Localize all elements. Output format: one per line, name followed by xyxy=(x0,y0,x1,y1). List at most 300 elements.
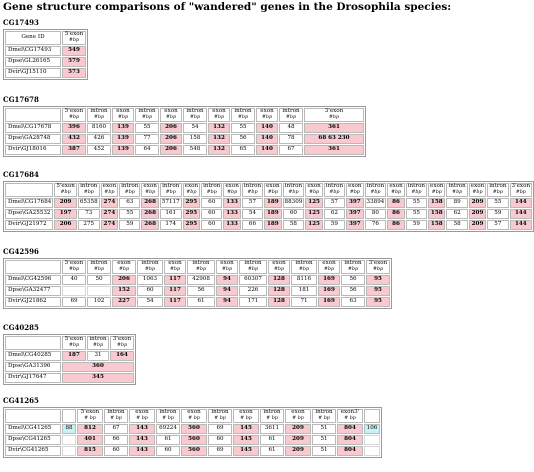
header-cell: intron #bp xyxy=(365,183,387,197)
gene-id-cell: Dmel\CG17493 xyxy=(5,46,61,56)
section-cg41265 xyxy=(3,397,382,458)
header-cell: intron #bp xyxy=(87,336,109,350)
value-cell: 268 xyxy=(141,220,158,230)
value-cell: 94 xyxy=(216,275,238,285)
value-cell: 71 xyxy=(291,297,317,307)
gene-id-cell: Dpse\GA31396 xyxy=(5,362,61,372)
header-cell xyxy=(5,336,61,350)
header-cell: intron #bp xyxy=(324,183,345,197)
value-cell: 73 xyxy=(78,209,100,219)
gene-id-cell: Dpse\GA25532 xyxy=(5,209,53,219)
value-cell: 57 xyxy=(324,198,345,208)
header-cell: 3'exon #bp xyxy=(366,260,390,274)
value-cell: 78 xyxy=(279,134,303,144)
value-cell: 295 xyxy=(183,220,200,230)
value-cell: 57117 xyxy=(160,198,182,208)
value-cell: 206 xyxy=(160,145,182,155)
value-cell: 31 xyxy=(87,351,109,361)
header-cell: Gene ID xyxy=(5,31,61,45)
header-cell: exon #bp xyxy=(264,183,281,197)
value-cell: 125 xyxy=(305,209,322,219)
value-cell: 57 xyxy=(487,220,508,230)
header-cell: 5'exon #bp xyxy=(62,260,86,274)
page-title: Gene structure comparisons of "wandered" genes in the Drosophila species: xyxy=(3,1,452,13)
value-cell: 60 xyxy=(104,446,128,456)
value-cell: 42908 xyxy=(187,275,215,285)
value-cell: 401 xyxy=(77,435,103,445)
header-cell: exon #bp xyxy=(469,183,486,197)
table-row xyxy=(5,123,364,133)
value-cell: 89 xyxy=(446,198,467,208)
value-cell: 86 xyxy=(387,209,404,219)
gene-id-cell: Dvir\CG41265 xyxy=(5,446,61,456)
gene-id-cell: Dmel\CG17684 xyxy=(5,198,53,208)
value-cell: 64 xyxy=(135,145,159,155)
value-cell: 117 xyxy=(164,297,186,307)
value-cell: 133 xyxy=(223,220,240,230)
table-row xyxy=(5,435,380,445)
value-cell: 60 xyxy=(137,286,163,296)
table-row xyxy=(5,351,134,361)
table-row xyxy=(5,68,86,78)
value-cell: 144 xyxy=(510,198,533,208)
value-cell: 128 xyxy=(268,297,290,307)
value-cell: 345 xyxy=(62,373,134,383)
value-cell: 61 xyxy=(156,435,180,445)
value-cell: 56 xyxy=(231,134,255,144)
header-cell: intron # bp xyxy=(156,409,180,423)
value-cell: 94 xyxy=(216,297,238,307)
value-cell: 67 xyxy=(104,424,128,434)
value-cell: 268 xyxy=(141,209,158,219)
value-cell: 361 xyxy=(304,123,364,133)
value-cell: 62 xyxy=(324,209,345,219)
header-cell xyxy=(5,409,61,423)
value-cell: 66 xyxy=(242,220,263,230)
table-row xyxy=(5,46,86,56)
value-cell: 60 xyxy=(208,435,232,445)
value-cell: 387 xyxy=(62,145,86,155)
value-cell: 58 xyxy=(283,220,305,230)
value-cell: 804 xyxy=(337,435,363,445)
value-cell: 88309 xyxy=(283,198,305,208)
value-cell: 432 xyxy=(62,134,86,144)
section-cg40285 xyxy=(3,324,136,385)
gene-id-cell: Dmel\CG40285 xyxy=(5,351,61,361)
value-cell xyxy=(364,446,380,456)
section-cg17678 xyxy=(3,96,366,157)
header-cell: intron #bp xyxy=(119,183,140,197)
value-cell xyxy=(62,286,86,296)
value-cell: 209 xyxy=(54,198,77,208)
value-cell: 548 xyxy=(183,145,207,155)
value-cell: 76 xyxy=(365,220,387,230)
header-cell: intron #bp xyxy=(135,108,159,122)
value-cell: 63 xyxy=(119,198,140,208)
value-cell: 397 xyxy=(346,209,363,219)
table-row xyxy=(5,57,86,67)
value-cell: 397 xyxy=(346,198,363,208)
value-cell: 169 xyxy=(318,275,340,285)
value-cell: 77 xyxy=(135,134,159,144)
header-cell: 5'exon #bp xyxy=(62,108,86,122)
value-cell: 60 xyxy=(201,209,222,219)
value-cell: 206 xyxy=(160,134,182,144)
header-cell: exon #bp xyxy=(346,183,363,197)
value-cell: 426 xyxy=(87,134,111,144)
value-cell: 69 xyxy=(62,297,86,307)
gene-id-cell: Dvir\GJ21972 xyxy=(5,220,53,230)
section-cg17684 xyxy=(3,171,534,232)
value-cell: 56 xyxy=(187,286,215,296)
value-cell: 560 xyxy=(181,435,207,445)
header-cell: intron #bp xyxy=(160,183,182,197)
header-cell: intron #bp xyxy=(341,260,365,274)
value-cell: 55 xyxy=(231,123,255,133)
value-cell: 560 xyxy=(181,446,207,456)
value-cell: 69 xyxy=(208,446,232,456)
value-cell: 68 63 230 xyxy=(304,134,364,144)
section-cg42596 xyxy=(3,248,392,309)
header-cell: exon #bp xyxy=(318,260,340,274)
value-cell: 61 xyxy=(187,297,215,307)
value-cell: 209 xyxy=(469,198,486,208)
value-cell: 117 xyxy=(164,275,186,285)
header-cell: intron #bp xyxy=(239,260,267,274)
value-cell xyxy=(62,435,76,445)
value-cell: 145 xyxy=(233,435,259,445)
value-cell: 102 xyxy=(87,297,111,307)
value-cell xyxy=(62,446,76,456)
header-cell: exon #bp xyxy=(164,260,186,274)
value-cell: 139 xyxy=(112,123,134,133)
value-cell: 51 xyxy=(312,424,336,434)
table-row xyxy=(5,297,390,307)
value-cell: 58 xyxy=(446,220,467,230)
header-cell: exon #bp xyxy=(256,108,278,122)
header-cell: exon #bp xyxy=(101,183,118,197)
section-title: CG17684 xyxy=(3,170,39,179)
value-cell: 40 xyxy=(62,275,86,285)
header-cell: exon #bp xyxy=(160,108,182,122)
value-cell: 189 xyxy=(264,209,281,219)
value-cell: 295 xyxy=(183,209,200,219)
header-cell: intron #bp xyxy=(487,183,508,197)
value-cell: 51 xyxy=(312,435,336,445)
value-cell: 128 xyxy=(268,286,290,296)
table-row xyxy=(5,446,380,456)
value-cell: 143 xyxy=(129,446,155,456)
value-cell: 560 xyxy=(181,424,207,434)
gene-table xyxy=(3,334,136,385)
value-cell: 452 xyxy=(87,145,111,155)
header-cell: intron #bp xyxy=(291,260,317,274)
value-cell: 50 xyxy=(87,275,111,285)
header-cell: exon3' # bp xyxy=(337,409,363,423)
header-cell: 5'exon #bp xyxy=(54,183,77,197)
value-cell: 206 xyxy=(54,220,77,230)
header-cell: 5'exon # bp xyxy=(77,409,103,423)
value-cell: 815 xyxy=(77,446,103,456)
table-row xyxy=(5,424,380,434)
value-cell: 59 xyxy=(487,209,508,219)
header-cell: exon #bp xyxy=(112,260,136,274)
value-cell: 812 xyxy=(77,424,103,434)
table-row xyxy=(5,145,364,155)
gene-table xyxy=(3,29,88,80)
header-cell xyxy=(5,108,61,122)
value-cell: 56 xyxy=(341,286,365,296)
header-cell: 3'exon #bp xyxy=(304,108,364,122)
value-cell: 62 xyxy=(446,209,467,219)
value-cell: 133 xyxy=(223,198,240,208)
header-cell: exon #bp xyxy=(387,183,404,197)
value-cell: 171 xyxy=(239,297,267,307)
value-cell: 3611 xyxy=(260,424,284,434)
value-cell: 117 xyxy=(164,286,186,296)
gene-id-cell: Dmel\CG17678 xyxy=(5,123,61,133)
value-cell: 51 xyxy=(312,446,336,456)
value-cell: 169 xyxy=(318,297,340,307)
value-cell: 145 xyxy=(233,424,259,434)
header-cell: intron #bp xyxy=(406,183,427,197)
header-cell: exon # bp xyxy=(233,409,259,423)
value-cell: 158 xyxy=(183,134,207,144)
value-cell: 144 xyxy=(510,209,533,219)
value-cell: 125 xyxy=(305,198,322,208)
value-cell: 158 xyxy=(428,209,445,219)
value-cell: 549 xyxy=(62,46,86,56)
header-cell: intron # bp xyxy=(312,409,336,423)
value-cell: 56 xyxy=(341,275,365,285)
value-cell: 55 xyxy=(135,123,159,133)
value-cell: 54 xyxy=(183,123,207,133)
value-cell: 274 xyxy=(101,209,118,219)
header-cell: 3'exon #bp xyxy=(510,183,533,197)
value-cell: 361 xyxy=(304,145,364,155)
gene-id-cell: Dvir\GJ17647 xyxy=(5,373,61,383)
value-cell: 206 xyxy=(160,123,182,133)
value-cell: 227 xyxy=(112,297,136,307)
value-cell: 804 xyxy=(337,424,363,434)
header-cell: exon #bp xyxy=(208,108,230,122)
value-cell: 65358 xyxy=(78,198,100,208)
table-row xyxy=(5,362,134,372)
gene-id-cell: Dpse\CG41265 xyxy=(5,435,61,445)
header-cell: exon #bp xyxy=(216,260,238,274)
value-cell: 60 xyxy=(201,198,222,208)
value-cell: 86 xyxy=(387,220,404,230)
header-cell: exon #bp xyxy=(223,183,240,197)
value-cell: 95 xyxy=(366,275,390,285)
value-cell: 189 xyxy=(264,198,281,208)
value-cell: 57 xyxy=(242,198,263,208)
value-cell: 132 xyxy=(208,145,230,155)
value-cell: 158 xyxy=(428,198,445,208)
value-cell: 209 xyxy=(285,424,311,434)
gene-id-cell: Dvir\GJ18016 xyxy=(5,145,61,155)
value-cell: 573 xyxy=(62,68,86,78)
header-cell: exon #bp xyxy=(428,183,445,197)
table-row xyxy=(5,220,532,230)
header-cell: exon # bp xyxy=(129,409,155,423)
value-cell: 274 xyxy=(101,198,118,208)
header-cell: intron #bp xyxy=(187,260,215,274)
value-cell: 88 xyxy=(62,424,76,434)
value-cell: 143 xyxy=(129,424,155,434)
value-cell: 209 xyxy=(469,220,486,230)
header-cell: intron #bp xyxy=(231,108,255,122)
table-row xyxy=(5,373,134,383)
value-cell: 181 xyxy=(291,286,317,296)
table-row xyxy=(5,209,532,219)
value-cell: 164 xyxy=(110,351,134,361)
value-cell xyxy=(87,286,111,296)
header-cell: intron #bp xyxy=(446,183,467,197)
gene-id-cell: Dvir\GJ15110 xyxy=(5,68,61,78)
value-cell: 140 xyxy=(256,134,278,144)
value-cell: 54 xyxy=(137,297,163,307)
header-cell: 5'exon #bp xyxy=(62,336,86,350)
value-cell: 295 xyxy=(183,198,200,208)
section-title: CG41265 xyxy=(3,396,39,405)
gene-id-cell: Dmel\CG41265 xyxy=(5,424,61,434)
value-cell: 55 xyxy=(406,198,427,208)
value-cell: 804 xyxy=(337,446,363,456)
header-cell: exon #bp xyxy=(305,183,322,197)
gene-id-cell: Dvir\GJ21862 xyxy=(5,297,61,307)
value-cell: 189 xyxy=(264,220,281,230)
header-cell: intron #bp xyxy=(242,183,263,197)
value-cell: 60 xyxy=(283,209,305,219)
value-cell: 66 xyxy=(104,435,128,445)
value-cell: 133 xyxy=(223,209,240,219)
value-cell: 209 xyxy=(285,435,311,445)
value-cell: 197 xyxy=(54,209,77,219)
value-cell: 8116 xyxy=(291,275,317,285)
value-cell: 69 xyxy=(208,424,232,434)
header-cell xyxy=(364,409,380,423)
value-cell: 63 xyxy=(341,297,365,307)
value-cell: 55 xyxy=(119,209,140,219)
value-cell: 65 xyxy=(231,145,255,155)
value-cell: 132 xyxy=(208,123,230,133)
gene-table xyxy=(3,258,392,309)
value-cell: 143 xyxy=(129,435,155,445)
header-cell: intron # bp xyxy=(208,409,232,423)
header-cell: intron #bp xyxy=(183,108,207,122)
value-cell: 94 xyxy=(216,286,238,296)
section-title: CG17493 xyxy=(3,18,39,27)
value-cell: 396 xyxy=(62,123,86,133)
value-cell: 95 xyxy=(366,297,390,307)
value-cell: 132 xyxy=(208,134,230,144)
value-cell: 145 xyxy=(233,446,259,456)
value-cell: 33894 xyxy=(365,198,387,208)
value-cell: 60 xyxy=(201,220,222,230)
header-cell: intron #bp xyxy=(201,183,222,197)
value-cell: 67 xyxy=(279,145,303,155)
header-cell xyxy=(5,260,61,274)
value-cell: 1063 xyxy=(137,275,163,285)
value-cell: 139 xyxy=(112,145,134,155)
gene-table xyxy=(3,407,382,458)
gene-id-cell: Dpse\GA32477 xyxy=(5,286,61,296)
value-cell: 60 xyxy=(156,446,180,456)
gene-id-cell: Dpse\GA28748 xyxy=(5,134,61,144)
gene-id-cell: Dmel\CG42596 xyxy=(5,275,61,285)
value-cell: 187 xyxy=(62,351,86,361)
value-cell: 86 xyxy=(387,198,404,208)
section-title: CG17678 xyxy=(3,95,39,104)
value-cell: 161 xyxy=(160,209,182,219)
value-cell: 152 xyxy=(112,286,136,296)
header-cell: exon #bp xyxy=(141,183,158,197)
header-cell: intron #bp xyxy=(279,108,303,122)
section-title: CG40285 xyxy=(3,323,39,332)
header-cell: exon #bp xyxy=(183,183,200,197)
value-cell: 158 xyxy=(428,220,445,230)
header-cell xyxy=(62,409,76,423)
value-cell: 59 xyxy=(324,220,345,230)
value-cell: 275 xyxy=(78,220,100,230)
header-cell: 5'exon #bp xyxy=(62,31,86,45)
value-cell: 60307 xyxy=(239,275,267,285)
section-title: CG42596 xyxy=(3,247,39,256)
value-cell: 169 xyxy=(318,286,340,296)
header-cell xyxy=(5,183,53,197)
value-cell: 106 xyxy=(364,424,380,434)
value-cell: 55 xyxy=(487,198,508,208)
value-cell: 274 xyxy=(101,220,118,230)
table-row xyxy=(5,134,364,144)
value-cell: 61 xyxy=(260,435,284,445)
value-cell: 59 xyxy=(406,220,427,230)
value-cell: 226 xyxy=(239,286,267,296)
value-cell: 125 xyxy=(305,220,322,230)
value-cell: 61 xyxy=(260,446,284,456)
value-cell: 48 xyxy=(279,123,303,133)
value-cell: 59 xyxy=(119,220,140,230)
value-cell: 209 xyxy=(285,446,311,456)
header-cell: exon #bp xyxy=(268,260,290,274)
header-cell: 3'exon #bp xyxy=(110,336,134,350)
value-cell: 268 xyxy=(141,198,158,208)
value-cell: 579 xyxy=(62,57,86,67)
value-cell: 80 xyxy=(365,209,387,219)
table-row xyxy=(5,286,390,296)
table-row xyxy=(5,275,390,285)
section-cg17493 xyxy=(3,19,88,80)
gene-id-cell: Dpse\GL26165 xyxy=(5,57,61,67)
value-cell: 139 xyxy=(112,134,134,144)
header-cell: exon #bp xyxy=(112,108,134,122)
value-cell: 360 xyxy=(62,362,134,372)
header-cell: intron #bp xyxy=(283,183,305,197)
header-cell: exon # bp xyxy=(181,409,207,423)
value-cell: 144 xyxy=(510,220,533,230)
header-cell: intron #bp xyxy=(137,260,163,274)
header-cell: intron #bp xyxy=(87,260,111,274)
value-cell: 69224 xyxy=(156,424,180,434)
value-cell xyxy=(364,435,380,445)
value-cell: 209 xyxy=(469,209,486,219)
value-cell: 206 xyxy=(112,275,136,285)
value-cell: 140 xyxy=(256,145,278,155)
header-cell: intron # bp xyxy=(260,409,284,423)
header-cell: intron #bp xyxy=(78,183,100,197)
value-cell: 8160 xyxy=(87,123,111,133)
